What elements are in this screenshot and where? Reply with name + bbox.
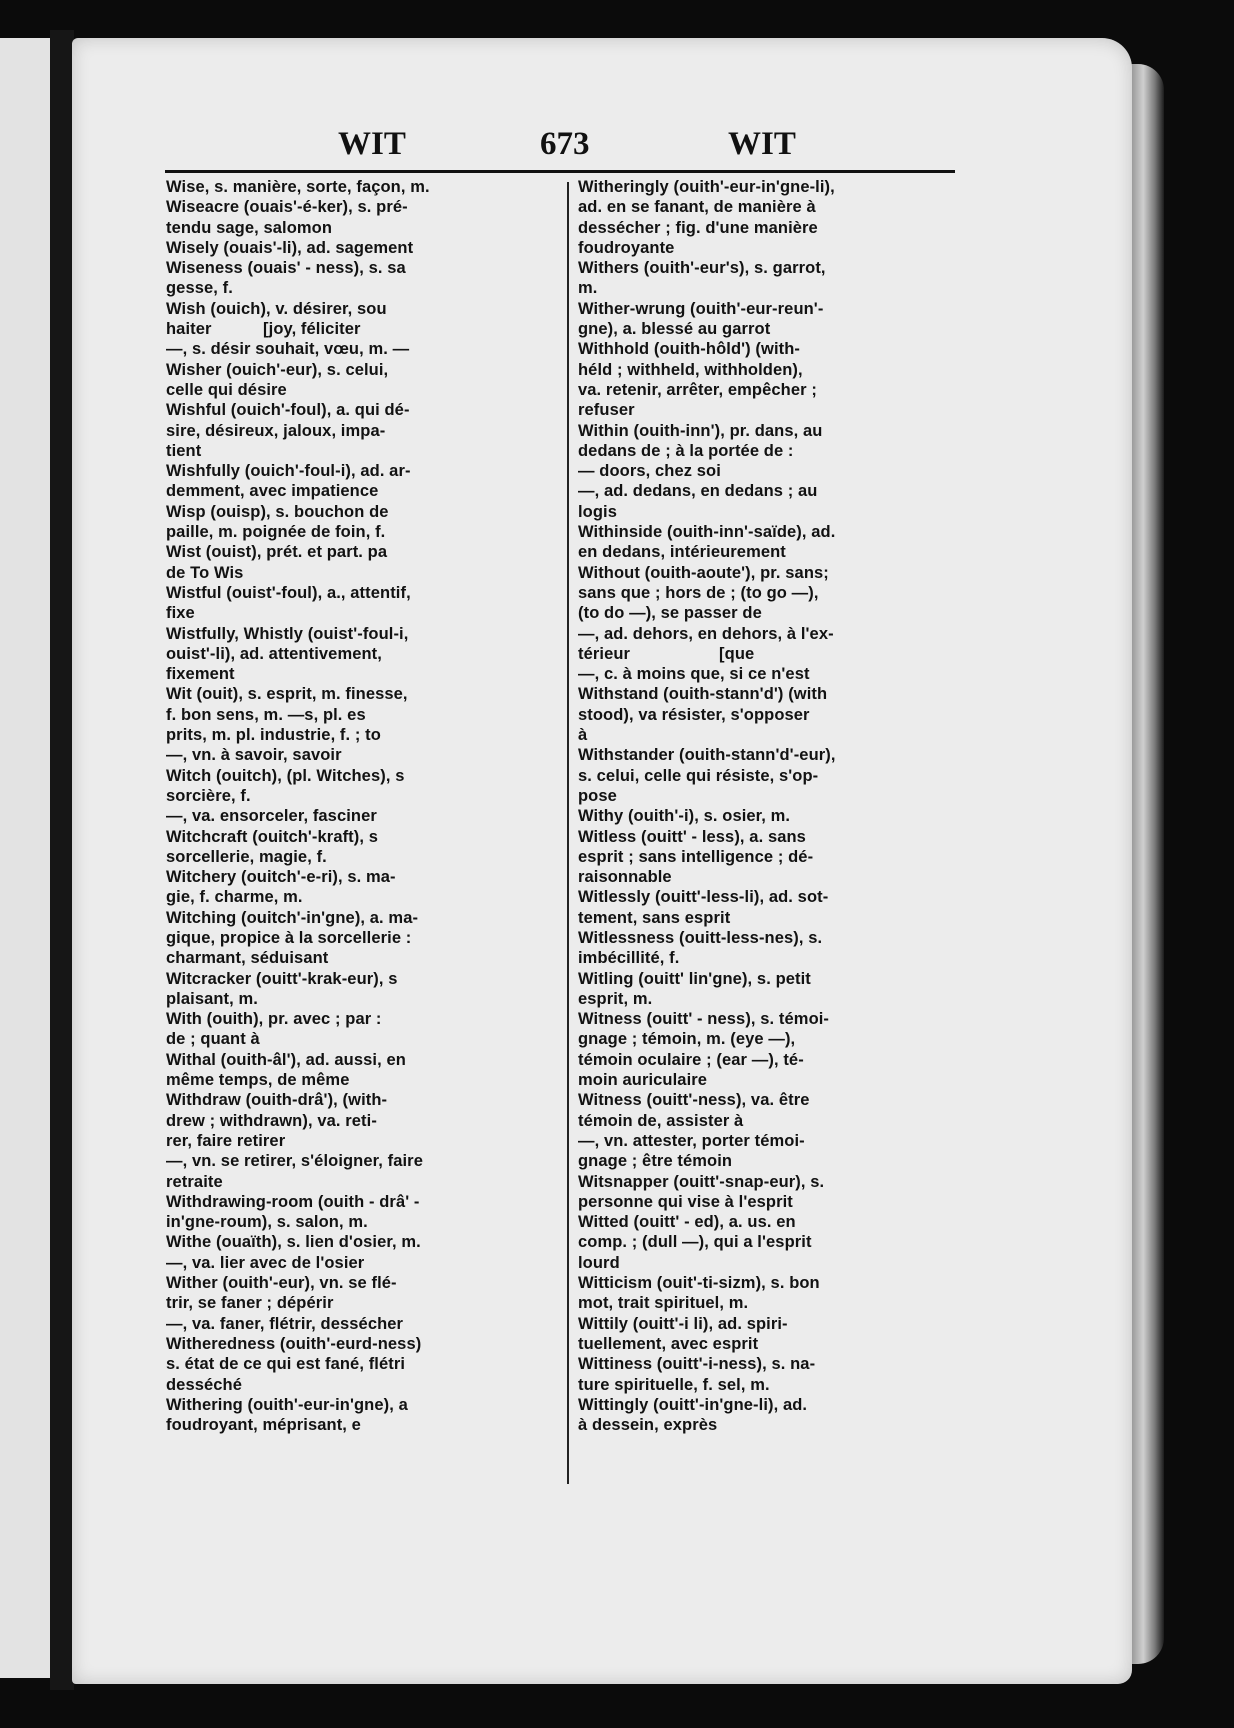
- entry-line: ture spirituelle, f. sel, m.: [578, 1375, 770, 1394]
- entry-line: gie, f. charme, m.: [166, 888, 303, 907]
- entry-line: gique, propice à la sorcellerie :: [166, 928, 412, 947]
- entry-line: Withy (ouith'-i), s. osier, m.: [578, 807, 791, 826]
- entry-line: va. retenir, arrêter, empêcher ;: [578, 380, 817, 399]
- entry-line: en dedans, intérieurement: [578, 543, 786, 562]
- entry-line: pose: [578, 786, 617, 805]
- entry-line: logis: [578, 502, 618, 521]
- entry-line: Withinside (ouith-inn'-saïde), ad.: [578, 523, 836, 542]
- entry-line: prits, m. pl. industrie, f. ; to: [166, 726, 381, 745]
- entry-line: Witted (ouitt' - ed), a. us. en: [578, 1213, 796, 1232]
- entry-line: sire, désireux, jaloux, impa-: [166, 421, 386, 440]
- entry-line: —, vn. se retirer, s'éloigner, faire: [166, 1152, 423, 1171]
- entry-line: drew ; withdrawn), va. reti-: [166, 1111, 377, 1130]
- entry-line: (to do —), se passer de: [578, 604, 762, 623]
- header-rule: [165, 170, 955, 173]
- header-left-guideword: WIT: [338, 126, 406, 162]
- entry-line: f. bon sens, m. —s, pl. es: [166, 705, 366, 724]
- column-divider: [567, 182, 569, 1484]
- entry-line: s. état de ce qui est fané, flétri: [166, 1355, 406, 1374]
- entry-line: Withstander (ouith-stann'd'-eur),: [578, 746, 836, 765]
- left-column: [166, 177, 556, 1435]
- book-spine: [50, 30, 74, 1690]
- entry-line: —, va. ensorceler, fasciner: [166, 807, 377, 826]
- entry-line: à: [578, 726, 588, 745]
- entry-line: fixement: [166, 665, 235, 684]
- entry-line: Witching (ouitch'-in'gne), a. ma-: [166, 908, 419, 927]
- entry-line: Wishfully (ouich'-foul-i), ad. ar-: [166, 462, 411, 481]
- entry-line: Wiseness (ouais' - ness), s. sa: [166, 259, 406, 278]
- entry-line: paille, m. poignée de foin, f.: [166, 523, 386, 542]
- entry-line: Withal (ouith-âl'), ad. aussi, en: [166, 1050, 406, 1069]
- entry-line: tuellement, avec esprit: [578, 1334, 759, 1353]
- entry-line: térieur [que: [578, 644, 755, 663]
- entry-line: foudroyant, méprisant, e: [166, 1416, 361, 1435]
- entry-line: ouist'-li), ad. attentivement,: [166, 644, 382, 663]
- entry-line: fixe: [166, 604, 195, 623]
- entry-line: témoin oculaire ; (ear —), té-: [578, 1050, 804, 1069]
- entry-line: refuser: [578, 401, 635, 420]
- entry-line: ad. en se fanant, de manière à: [578, 198, 816, 217]
- entry-line: Within (ouith-inn'), pr. dans, au: [578, 421, 823, 440]
- entry-line: sorcellerie, magie, f.: [166, 847, 327, 866]
- previous-page-edge: [0, 38, 50, 1678]
- entry-line: Withhold (ouith-hôld') (with-: [578, 340, 801, 359]
- entry-line: Without (ouith-aoute'), pr. sans;: [578, 563, 829, 582]
- entry-line: — doors, chez soi: [578, 462, 721, 481]
- entry-line: Wit (ouit), s. esprit, m. finesse,: [166, 685, 408, 704]
- entry-line: Wither-wrung (ouith'-eur-reun'-: [578, 299, 824, 318]
- entry-line: —, ad. dehors, en dehors, à l'ex-: [578, 624, 834, 643]
- entry-line: Witheredness (ouith'-eurd-ness): [166, 1334, 422, 1353]
- entry-line: plaisant, m.: [166, 989, 258, 1008]
- entry-line: Witsnapper (ouitt'-snap-eur), s.: [578, 1172, 825, 1191]
- entry-line: Withering (ouith'-eur-in'gne), a: [166, 1395, 408, 1414]
- entry-line: trir, se faner ; dépérir: [166, 1294, 334, 1313]
- entry-line: esprit, m.: [578, 989, 653, 1008]
- entry-line: Wittingly (ouitt'-in'gne-li), ad.: [578, 1395, 808, 1414]
- entry-line: Witless (ouitt' - less), a. sans: [578, 827, 806, 846]
- entry-line: With (ouith), pr. avec ; par :: [166, 1010, 382, 1029]
- entry-line: moin auriculaire: [578, 1071, 708, 1090]
- entry-line: mot, trait spirituel, m.: [578, 1294, 749, 1313]
- entry-line: —, s. désir souhait, vœu, m. —: [166, 340, 410, 359]
- entry-line: Withdraw (ouith-drâ'), (with-: [166, 1091, 388, 1110]
- entry-line: même temps, de même: [166, 1071, 350, 1090]
- entry-line: Withers (ouith'-eur's), s. garrot,: [578, 259, 826, 278]
- entry-line: Withdrawing-room (ouith - drâ' -: [166, 1192, 420, 1211]
- entry-line: tient: [166, 441, 202, 460]
- entry-line: charmant, séduisant: [166, 949, 329, 968]
- entry-line: —, vn. attester, porter témoi-: [578, 1131, 805, 1150]
- entry-line: —, va. faner, flétrir, dessécher: [166, 1314, 404, 1333]
- entry-line: héld ; withheld, withholden),: [578, 360, 803, 379]
- entry-line: Wittily (ouitt'-i li), ad. spiri-: [578, 1314, 788, 1333]
- entry-line: à dessein, exprès: [578, 1416, 718, 1435]
- entry-line: Wist (ouist), prét. et part. pa: [166, 543, 388, 562]
- entry-line: in'gne-roum), s. salon, m.: [166, 1213, 368, 1232]
- entry-line: Wiseacre (ouais'-é-ker), s. pré-: [166, 198, 408, 217]
- entry-line: Wisp (ouisp), s. bouchon de: [166, 502, 389, 521]
- entry-line: —, c. à moins que, si ce n'est: [578, 665, 810, 684]
- entry-line: s. celui, celle qui résiste, s'op-: [578, 766, 819, 785]
- entry-line: Witling (ouitt' lin'gne), s. petit: [578, 969, 811, 988]
- entry-line: Witlessly (ouitt'-less-li), ad. sot-: [578, 888, 829, 907]
- entry-line: Witlessness (ouitt-less-nes), s.: [578, 928, 823, 947]
- entry-line: de To Wis: [166, 563, 244, 582]
- entry-line: Witcracker (ouitt'-krak-eur), s: [166, 969, 398, 988]
- entry-line: celle qui désire: [166, 380, 287, 399]
- entry-line: esprit ; sans intelligence ; dé-: [578, 847, 814, 866]
- entry-line: retraite: [166, 1172, 223, 1191]
- entry-line: haiter [joy, féliciter: [166, 320, 361, 339]
- entry-line: Witness (ouitt'-ness), va. être: [578, 1091, 810, 1110]
- entry-line: Wise, s. manière, sorte, façon, m.: [166, 178, 430, 196]
- entry-line: sorcière, f.: [166, 786, 251, 805]
- entry-line: lourd: [578, 1253, 620, 1272]
- entry-line: Withe (ouaïth), s. lien d'osier, m.: [166, 1233, 421, 1252]
- entry-line: rer, faire retirer: [166, 1131, 286, 1150]
- entry-line: comp. ; (dull —), qui a l'esprit: [578, 1233, 812, 1252]
- entry-line: —, vn. à savoir, savoir: [166, 746, 342, 765]
- entry-line: Witch (ouitch), (pl. Witches), s: [166, 766, 405, 785]
- entry-line: imbécillité, f.: [578, 949, 680, 968]
- entry-line: Wither (ouith'-eur), vn. se flé-: [166, 1274, 397, 1293]
- entry-line: Wish (ouich), v. désirer, sou: [166, 299, 387, 318]
- entry-line: foudroyante: [578, 238, 675, 257]
- entry-line: de ; quant à: [166, 1030, 260, 1049]
- entry-line: Wistful (ouist'-foul), a., attentif,: [166, 583, 411, 602]
- entry-line: m.: [578, 279, 598, 298]
- entry-line: Witchery (ouitch'-e-ri), s. ma-: [166, 868, 396, 887]
- entry-line: tement, sans esprit: [578, 908, 731, 927]
- entry-line: Wittiness (ouitt'-i-ness), s. na-: [578, 1355, 816, 1374]
- entry-line: gnage ; témoin, m. (eye —),: [578, 1030, 796, 1049]
- entry-line: Witness (ouitt' - ness), s. témoi-: [578, 1010, 830, 1029]
- entry-line: personne qui vise à l'esprit: [578, 1192, 793, 1211]
- entry-line: témoin de, assister à: [578, 1111, 744, 1130]
- entry-line: —, ad. dedans, en dedans ; au: [578, 482, 818, 501]
- entry-line: gesse, f.: [166, 279, 233, 298]
- entry-line: Wistfully, Whistly (ouist'-foul-i,: [166, 624, 409, 643]
- entry-line: Witheringly (ouith'-eur-in'gne-li),: [578, 178, 835, 196]
- entry-line: raisonnable: [578, 868, 672, 887]
- entry-line: —, va. lier avec de l'osier: [166, 1253, 365, 1272]
- entry-line: demment, avec impatience: [166, 482, 379, 501]
- entry-line: Wishful (ouich'-foul), a. qui dé-: [166, 401, 410, 420]
- page-header: [170, 126, 955, 170]
- entry-line: sans que ; hors de ; (to go —),: [578, 583, 819, 602]
- page-number: 673: [540, 126, 590, 162]
- entry-line: gne), a. blessé au garrot: [578, 320, 771, 339]
- entry-line: Wisely (ouais'-li), ad. sagement: [166, 238, 414, 257]
- entry-line: dessécher ; fig. d'une manière: [578, 218, 818, 237]
- entry-line: desséché: [166, 1375, 243, 1394]
- right-column: [578, 177, 968, 1435]
- entry-line: gnage ; être témoin: [578, 1152, 733, 1171]
- entry-line: Withstand (ouith-stann'd') (with: [578, 685, 828, 704]
- entry-line: tendu sage, salomon: [166, 218, 333, 237]
- entry-line: Witchcraft (ouitch'-kraft), s: [166, 827, 379, 846]
- entry-line: stood), va résister, s'opposer: [578, 705, 810, 724]
- entry-line: dedans de ; à la portée de :: [578, 441, 794, 460]
- entry-line: Wisher (ouich'-eur), s. celui,: [166, 360, 389, 379]
- header-right-guideword: WIT: [728, 126, 796, 162]
- entry-line: Witticism (ouit'-ti-sizm), s. bon: [578, 1274, 820, 1293]
